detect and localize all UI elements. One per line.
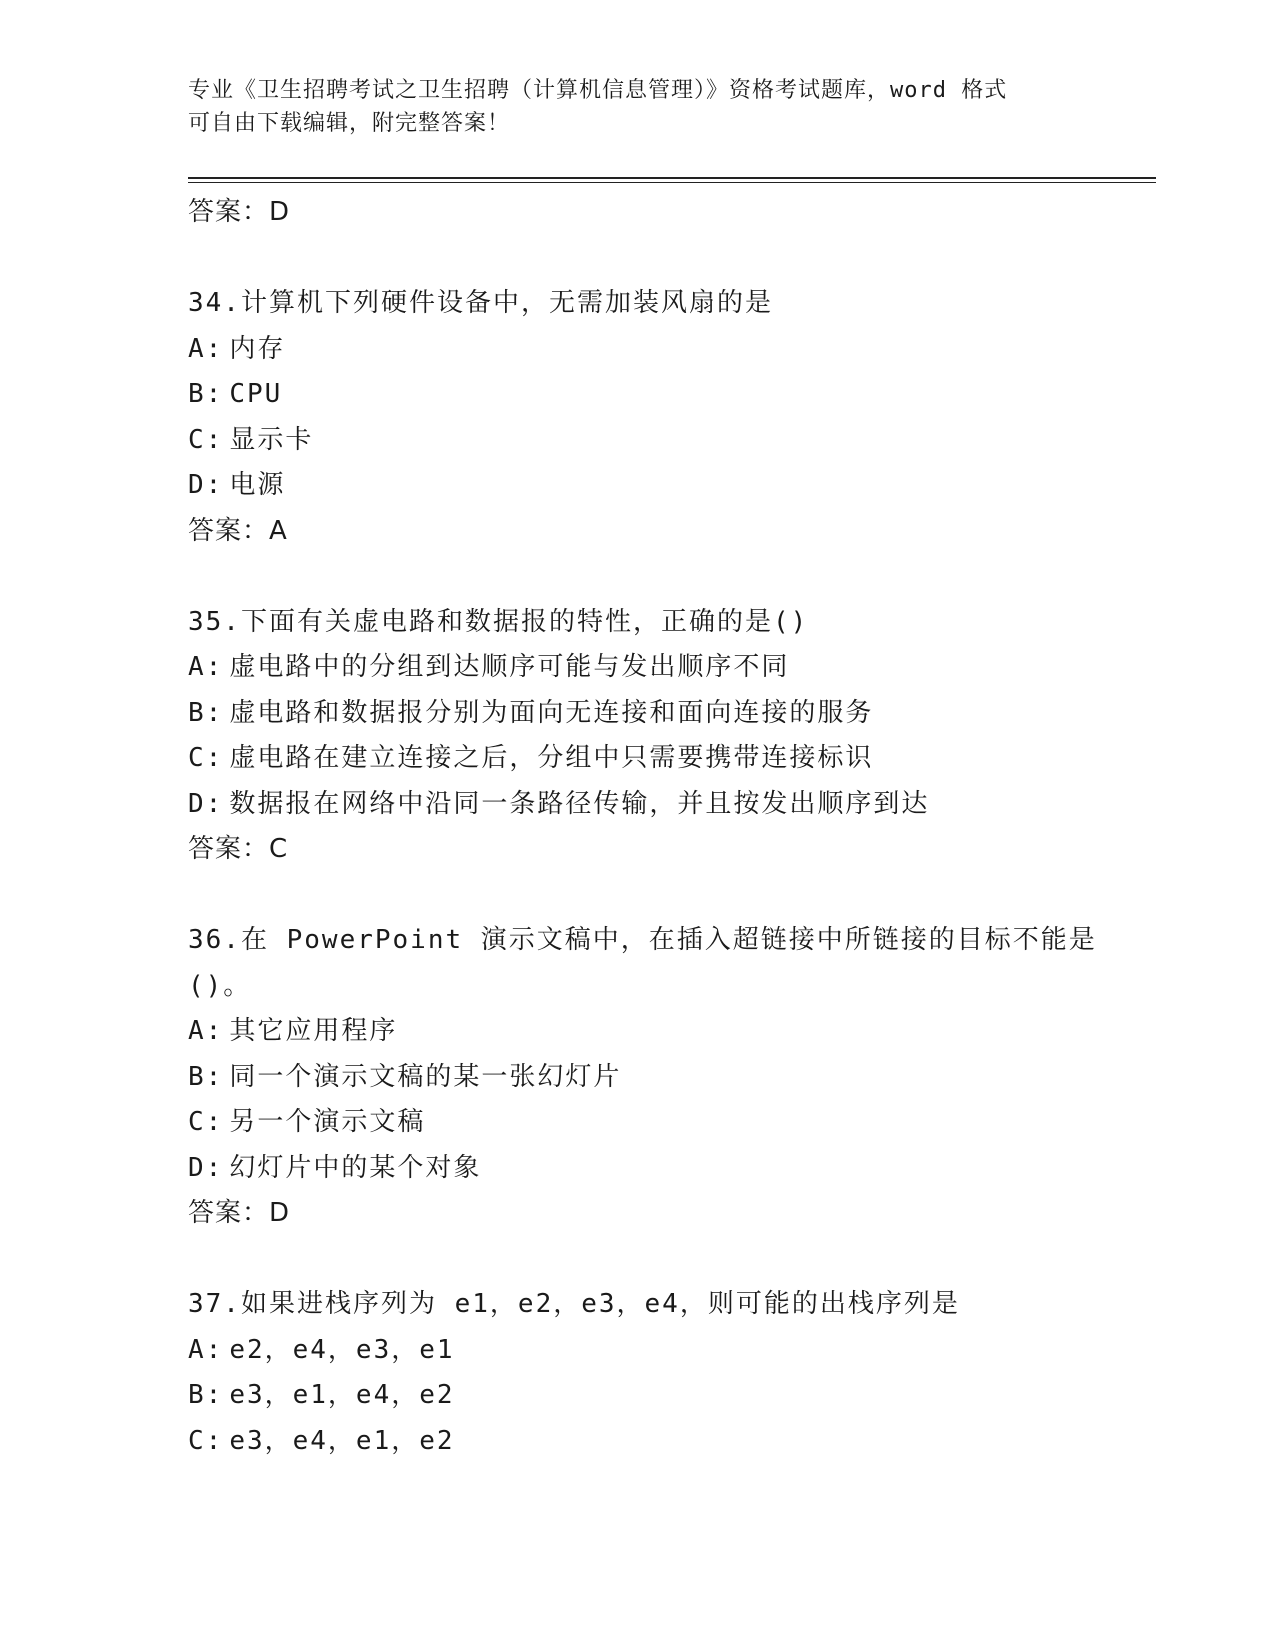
option-label: D:	[188, 1152, 224, 1183]
answer: 答案：D	[188, 1198, 291, 1228]
option-text: 虚电路在建立连接之后，分组中只需要携带连接标识	[229, 743, 874, 773]
option-text: 其它应用程序	[229, 1016, 398, 1046]
answer-previous: 答案：D	[188, 197, 291, 227]
option-label: B:	[188, 1061, 224, 1092]
question-text: 36.在 PowerPoint 演示文稿中，在插入超链接中所链接的目标不能是	[188, 925, 1097, 955]
option-label: C:	[188, 424, 224, 455]
question-36	[188, 918, 1118, 1236]
option-label: A:	[188, 1334, 224, 1365]
header-line-1: 专业《卫生招聘考试之卫生招聘（计算机信息管理）》资格考试题库，word 格式	[188, 78, 1008, 103]
option-text: 显示卡	[229, 424, 314, 455]
option-label: D:	[188, 788, 224, 819]
option-text: e3，e4，e1，e2	[229, 1425, 455, 1456]
header-rule-thin	[188, 182, 1156, 183]
question-37	[188, 1282, 1118, 1464]
option-a	[188, 645, 1118, 691]
option-text: 数据报在网络中沿同一条路径传输，并且按发出顺序到达	[229, 788, 930, 819]
option-text: 虚电路和数据报分别为面向无连接和面向连接的服务	[229, 697, 874, 728]
option-label: B:	[188, 379, 224, 409]
option-label: A:	[188, 1016, 224, 1046]
option-text: 幻灯片中的某个对象	[229, 1152, 482, 1183]
question-text: 35.下面有关虚电路和数据报的特性，正确的是()	[188, 606, 809, 637]
option-text: 内存	[229, 333, 286, 364]
question-34	[188, 281, 1118, 554]
option-d	[188, 782, 1118, 828]
option-b	[188, 1373, 1118, 1419]
option-a	[188, 1328, 1118, 1374]
question-text: 37.如果进栈序列为 e1，e2，e3，e4，则可能的出栈序列是	[188, 1289, 960, 1319]
option-c	[188, 736, 1118, 782]
answer: 答案：A	[188, 515, 288, 546]
option-b	[188, 1055, 1118, 1101]
option-c	[188, 1100, 1118, 1146]
option-text: 虚电路中的分组到达顺序可能与发出顺序不同	[229, 652, 790, 682]
option-b	[188, 372, 1118, 418]
header-line-2: 可自由下载编辑，附完整答案！	[188, 111, 511, 136]
option-a	[188, 327, 1118, 373]
option-text: 电源	[229, 470, 286, 500]
option-label: B:	[188, 1380, 224, 1410]
option-c	[188, 1419, 1118, 1465]
option-label: C:	[188, 1425, 224, 1456]
question-text: 34.计算机下列硬件设备中，无需加装风扇的是	[188, 288, 773, 318]
header-rule-thick	[188, 177, 1156, 179]
option-text: 另一个演示文稿	[229, 1107, 426, 1137]
document-header	[188, 74, 1068, 140]
option-label: C:	[188, 1107, 224, 1137]
option-d	[188, 1146, 1118, 1192]
option-label: A:	[188, 333, 224, 364]
answer: 答案：C	[188, 834, 289, 864]
option-text: CPU	[229, 379, 283, 409]
option-label: C:	[188, 743, 224, 773]
option-c	[188, 418, 1118, 464]
question-text-continued: ()。	[188, 970, 252, 1001]
option-label: B:	[188, 697, 224, 728]
question-35	[188, 600, 1118, 873]
option-text: e3，e1，e4，e2	[229, 1380, 455, 1410]
option-label: D:	[188, 470, 224, 500]
option-d	[188, 463, 1118, 509]
option-label: A:	[188, 652, 224, 682]
option-text: e2，e4，e3，e1	[229, 1334, 455, 1365]
option-b	[188, 691, 1118, 737]
option-a	[188, 1009, 1118, 1055]
question-list	[188, 190, 1118, 1464]
option-text: 同一个演示文稿的某一张幻灯片	[229, 1061, 622, 1092]
